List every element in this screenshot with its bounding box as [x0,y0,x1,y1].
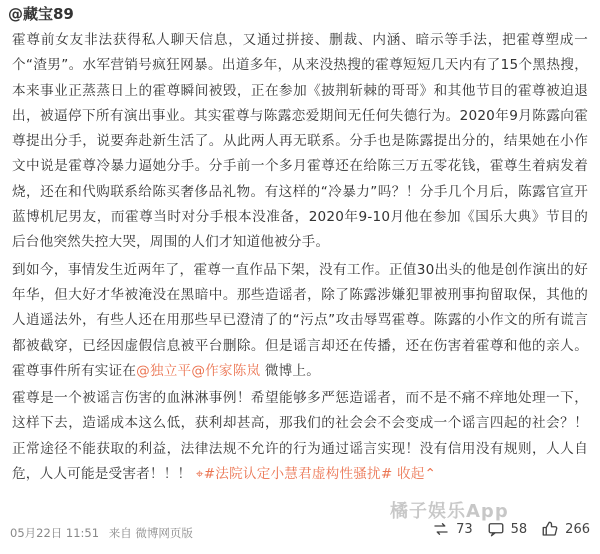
repost-icon [432,520,450,538]
location-icon: ⌖ [195,466,204,483]
mention-suffix: 微博上。 [260,362,321,379]
post-content [12,28,588,489]
collapse-link[interactable]: 收起 [392,466,425,483]
post-date[interactable]: 05月22日 11:51 [10,526,100,540]
like-button[interactable] [541,520,590,538]
paragraph-1: 霍尊前女友非法获得私人聊天信息，又通过拼接、删裁、内涵、暗示等手法，把霍尊塑成一个“渣男”。水军营销号疯狂网暴。出道多年，从来没热搜的霍尊短短几天内有了15个黑热搜，本来事业正蒸蒸日上的霍尊瞬间被毁，正在参加《披荆斩棘的哥哥》和其他节目的霍尊被迫退出，被逼停下所有演出事业。其实霍尊与陈露恋爱期间无任何失德行为。2020年9月陈露向霍尊提出分手，说要奔赴新生活了。从此两人再无联系。分手也是陈露提出分的，结果她在小作文中说是霍尊冷暴力逼她分手。分手前一个多月霍尊还在给陈三万五零花钱，霍尊生着病发着烧，还在和代购联系给陈买奢侈品礼物。有这样的“冷暴力”吗？！分手几个月后，陈露官宣开蓝博机尼男友，而霍尊当时对分手根本没准备，2020年9-10月他在参加《国乐大典》节目的后台他突然失控大哭，周围的人们才知道他被分手。 [12,32,588,251]
collapse-icon[interactable]: ⌃ [424,466,437,483]
post-meta [10,525,199,541]
paragraph-2 [12,258,588,384]
author-name[interactable]: @藏宝89 [8,5,74,23]
like-icon [541,520,559,538]
comment-icon [487,520,505,538]
repost-button[interactable] [432,520,473,538]
paragraph-2-text: 到如今，事情发生近两年了，霍尊一直作品下架，没有工作。正值30出头的他是创作演出的好年华，但大好才华被淹没在黑暗中。那些造谣者，除了陈露涉嫌犯罪被刑事拘留取保，其他的人逍遥法外，有些人还在用那些早已澄清了的“污点”攻击辱骂霍尊。陈露的小作文的所有谎言都被截穿，已经因虚假信息被平台删除。但是谣言却还在传播，还在伤害着霍尊和他的亲人。霍尊事件所有实证在 [12,261,588,379]
like-count: 266 [565,521,590,537]
mention-links[interactable]: @独立平@作家陈岚 [136,362,261,379]
repost-count: 73 [456,521,473,537]
post-source: 来自 微博网页版 [108,526,193,540]
paragraph-3-text: 霍尊是一个被谣言伤害的血淋淋事例！希望能够多严惩造谣者，而不是不痛不痒地处理一下，这样下去，造谣成本这么低，获利却甚高，那我们的社会会不会变成一个谣言四起的社会？！正常途径不能获取的利益，法律法规不允许的行为通过谣言实现！没有信用没有规则，人人自危，人人可能是受害者！！！ [12,390,588,483]
paragraph-3 [12,386,588,487]
comment-button[interactable] [487,520,528,538]
watermark-text: 橘子娱乐App [390,501,509,522]
comment-count: 58 [510,521,528,537]
hashtag-link[interactable]: #法院认定小慧君虚构性骚扰# [203,466,393,483]
post-actions [432,520,590,538]
